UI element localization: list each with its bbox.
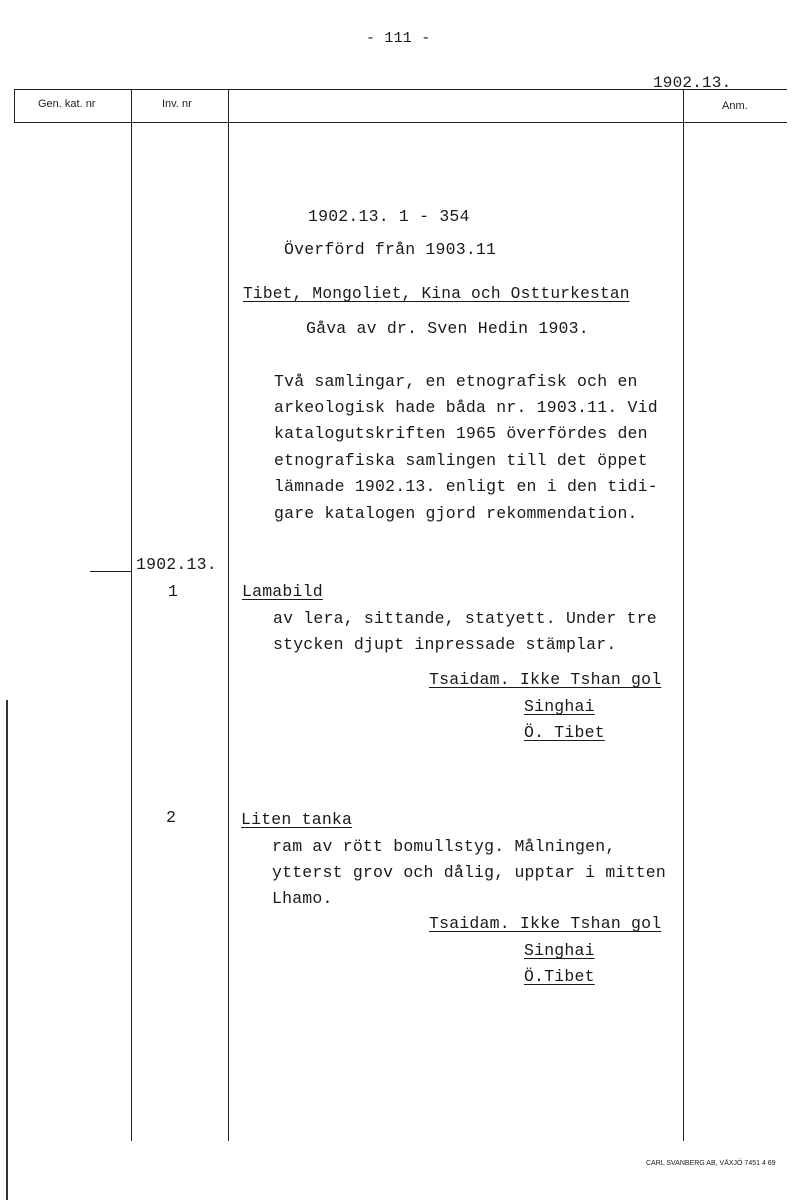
margin-reference: 1902.13. — [136, 555, 217, 574]
intro-region: Tibet, Mongoliet, Kina och Ostturkestan — [243, 285, 630, 303]
page-number: - 111 - — [366, 30, 431, 47]
column-divider-3 — [683, 89, 684, 1141]
column-divider-1 — [131, 89, 132, 1141]
entry-location-line: Ö.Tibet — [524, 967, 595, 986]
entry-description-line: ytterst grov och dålig, upptar i mitten — [272, 863, 666, 882]
column-divider-2 — [228, 89, 229, 1141]
header-top-rule — [14, 89, 787, 90]
entry-description-line: ram av rött bomullstyg. Målningen, — [272, 837, 616, 856]
intro-range: 1902.13. 1 - 354 — [308, 207, 470, 226]
intro-transfer: Överförd från 1903.11 — [284, 240, 497, 259]
catalog-reference: 1902.13. — [653, 74, 732, 92]
intro-note-line: gare katalogen gjord rekommendation. — [274, 504, 638, 523]
intro-note-line: etnografiska samlingen till det öppet — [274, 451, 648, 470]
entry-description-line: av lera, sittande, statyett. Under tre — [273, 609, 657, 628]
intro-note-line: Två samlingar, en etnografisk och en — [274, 372, 638, 391]
entry-location-line: Ö. Tibet — [524, 723, 605, 742]
intro-note-line: katalogutskriften 1965 överfördes den — [274, 424, 648, 443]
entry-title: Lamabild — [242, 582, 323, 601]
header-anm: Anm. — [722, 100, 748, 112]
printer-mark: CARL SVANBERG AB, VÄXJÖ 7451 4 69 — [646, 1160, 776, 1167]
entry-location-line: Tsaidam. Ikke Tshan gol — [429, 670, 662, 689]
entry-description-line: stycken djupt inpressade stämplar. — [273, 635, 617, 654]
left-border — [14, 89, 15, 123]
entry-description-line: Lhamo. — [272, 889, 333, 908]
intro-note-line: arkeologisk hade båda nr. 1903.11. Vid — [274, 398, 658, 417]
header-gen-kat-nr: Gen. kat. nr — [38, 98, 96, 110]
entry-location-line: Singhai — [524, 941, 595, 960]
entry-number: 2 — [166, 808, 177, 827]
intro-note-line: lämnade 1902.13. enligt en i den tidi- — [274, 477, 658, 496]
entry-title: Liten tanka — [241, 810, 353, 829]
page-left-edge — [6, 700, 8, 1200]
entry-number: 1 — [168, 582, 179, 601]
header-bottom-rule — [14, 122, 787, 123]
intro-donor: Gåva av dr. Sven Hedin 1903. — [306, 319, 589, 338]
entry-location-line: Tsaidam. Ikke Tshan gol — [429, 914, 662, 933]
entry-location-line: Singhai — [524, 697, 595, 716]
margin-ref-rule — [90, 571, 131, 572]
header-inv-nr: Inv. nr — [162, 98, 192, 110]
